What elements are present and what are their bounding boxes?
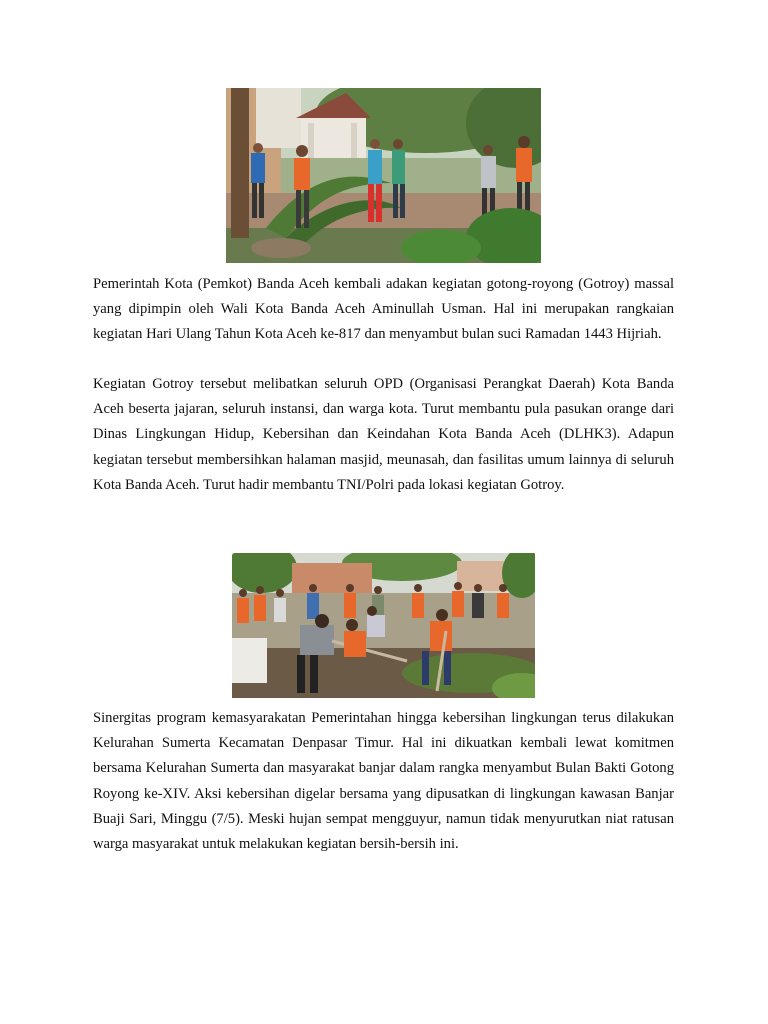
photo-gotroy-banda-aceh (226, 88, 541, 263)
paragraph-pemkot-banda-aceh: Pemerintah Kota (Pemkot) Banda Aceh kembali adakan kegiatan gotong-royong (Gotroy) massal yang dipimpin oleh Wali Kota Banda Aceh Aminullah Usman. Hal ini merupakan rangkaian kegiatan Hari Ulang Tahun Kota Aceh ke-817 dan menyambut bulan suci Ramadan 1443 Hijriah. (93, 276, 674, 343)
paragraph-kegiatan-gotroy: Kegiatan Gotroy tersebut melibatkan seluruh OPD (Organisasi Perangkat Daerah) Kota Banda Aceh beserta jajaran, seluruh instansi, dan warga kota. Turut membantu pula pasukan orange dari Dinas Lingkungan Hidup, Kebersihan dan Keindahan Kota Banda Aceh (DLHK3). Adapun kegiatan tersebut membersihkan halaman masjid, meunasah, dan fasilitas umum lainnya di seluruh Kota Banda Aceh. Turut hadir membantu TNI/Polri pada lokasi kegiatan Gotroy. (93, 376, 674, 493)
photo-gotong-royong-sumerta (232, 553, 535, 698)
photo-2-image (232, 553, 535, 698)
photo-1-image (226, 88, 541, 263)
paragraph-sinergitas-sumerta: Sinergitas program kemasyarakatan Pemerintahan hingga kebersihan lingkungan terus dilakukan Kelurahan Sumerta Kecamatan Denpasar Timur. Hal ini dikuatkan kembali lewat komitmen bersama Kelurahan Sumerta dan masyarakat banjar dalam rangka menyambut Bulan Bakti Gotong Royong ke-XIV. Aksi kebersihan digelar bersama yang dipusatkan di lingkungan kawasan Banjar Buaji Sari, Minggu (7/5). Meski hujan sempat mengguyur, namun tidak menyurutkan niat ratusan warga masyarakat untuk melakukan kegiatan bersih-bersih ini. (93, 710, 674, 853)
